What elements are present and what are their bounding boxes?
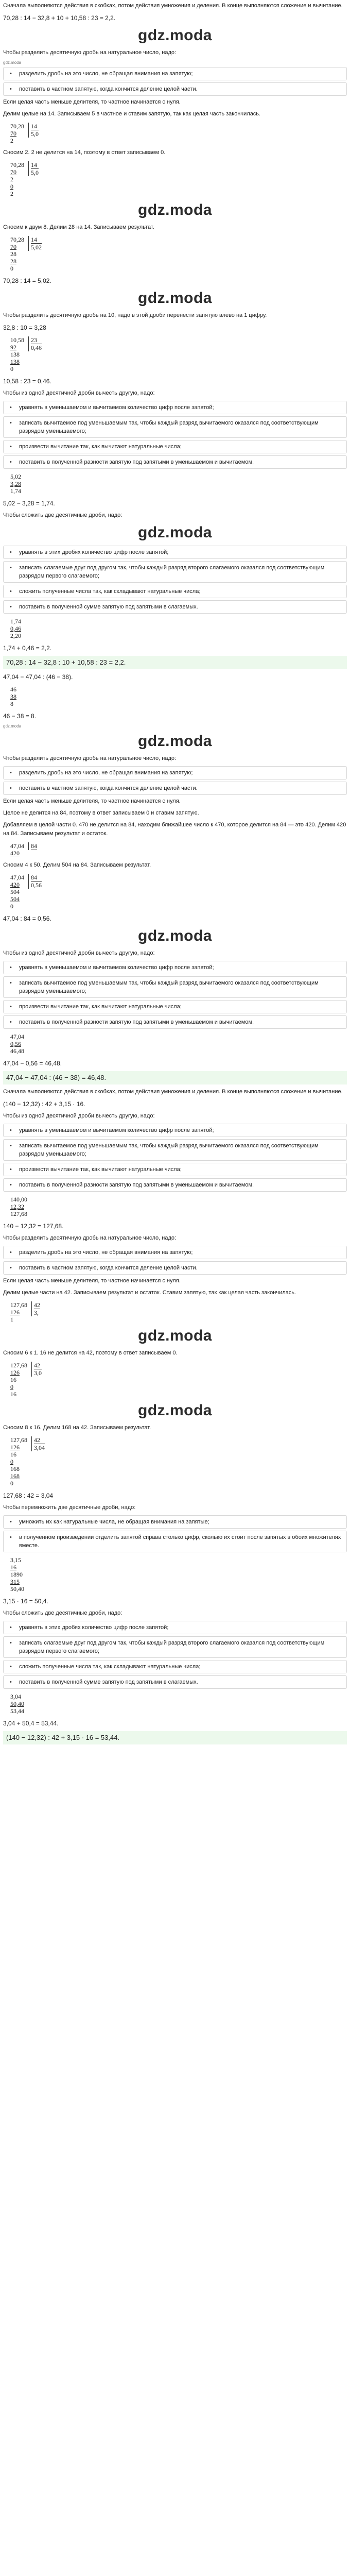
step14-division [10, 1436, 347, 1487]
step9-result: 47,04 : 84 = 0,56. [3, 915, 51, 922]
col-line: 70 [10, 168, 16, 176]
expr-3: (140 − 12,32) : 42 + 3,15 · 16. [3, 1100, 85, 1108]
col-line: 8 [10, 700, 13, 707]
step9-text2: Добавляем в целой части 0. 470 не делится на 84, находим ближайшее число к 470, которое делится на 84 — это 420. Делим 420 на 84. Записываем результат и остаток. [3, 822, 346, 837]
rule-add-intro-2: Чтобы сложить две десятичные дроби, надо: [3, 1610, 122, 1616]
col-line: 70,28 [10, 123, 24, 130]
col-line: 1,74 [10, 487, 21, 495]
col-line: 315 [10, 1578, 20, 1585]
step14-text: Сносим 8 к 16. Делим 168 на 42. Записываем результат. [3, 1425, 151, 1431]
col-line: 5,02 [10, 473, 21, 480]
col-line: 50,40 [10, 1700, 24, 1707]
col-line: 10,58 [10, 336, 24, 344]
step1-text2: Делим целые на 14. Записываем 5 в частное и ставим запятую, так как целая часть закончилась. [3, 111, 261, 117]
col-line: 0 [10, 1480, 13, 1487]
col-line: 138 [10, 358, 20, 365]
step12-text2: Делим целые части на 42. Записываем результат и остаток. Ставим запятую, так как целая часть закончилась. [3, 1290, 296, 1296]
divisor-box [28, 336, 42, 351]
step7-result: 1,74 + 0,46 = 2,2. [3, 645, 52, 652]
rule-div-1b: • разделить дробь на это число, не обращая внимания на запятую; [3, 766, 347, 779]
col-line: 504 [10, 888, 20, 895]
watermark: gdz.moda [138, 524, 212, 541]
rule-div-1: • разделить дробь на это число, не обращая внимания на запятую; [3, 67, 347, 80]
quotient: 5,0 [31, 169, 39, 176]
col-line: 126 [10, 1309, 20, 1316]
col-line: 3,04 [10, 1693, 21, 1700]
step10-result: 47,04 − 0,56 = 46,48. [3, 1060, 62, 1067]
step12-text: Если целая часть меньше делителя, то частное начинается с нуля. [3, 1278, 181, 1284]
col-line: 2 [10, 190, 13, 197]
step15-result: 3,15 · 16 = 50,4. [3, 1598, 48, 1605]
divisor: 42 [34, 1436, 45, 1444]
col-line: 140,00 [10, 1196, 27, 1203]
small-mark: gdz.moda [3, 724, 22, 728]
col-line: 0 [10, 265, 13, 272]
step6-subtraction [10, 473, 347, 495]
rule-sub-intro: Чтобы из одной десятичной дроби вычесть другую, надо: [3, 390, 155, 396]
rule-sub-intro-2: Чтобы из одной десятичной дроби вычесть другую, надо: [3, 950, 155, 956]
step2-division [10, 161, 347, 197]
col-line: 46,48 [10, 1047, 24, 1055]
col-line: 0 [10, 1458, 13, 1465]
main-expression: 70,28 : 14 − 32,8 + 10 + 10,58 : 23 = 2,2. [3, 14, 116, 22]
watermark: gdz.moda [138, 927, 212, 944]
col-line: 3,28 [10, 480, 21, 487]
col-line: 1890 [10, 1571, 23, 1578]
step11-subtraction [10, 1196, 347, 1217]
step2-text: Сносим 2. 2 не делится на 14, поэтому в ответ записываем 0. [3, 149, 166, 156]
divisor-box [31, 1301, 40, 1316]
divisor-box [28, 874, 42, 889]
col-line: 1,74 [10, 618, 21, 625]
quotient: 3,04 [34, 1444, 45, 1451]
rule-div-2b: • поставить в частном запятую, когда кончится деление целой части. [3, 782, 347, 795]
col-line: 70,28 [10, 161, 24, 168]
col-line: 0 [10, 1383, 13, 1391]
step1-text: Если целая часть меньше делителя, то частное начинается с нуля. [3, 99, 181, 105]
watermark: gdz.moda [138, 290, 212, 307]
rule-sub-3: • произвести вычитание так, как вычитают натуральные числа; [3, 440, 347, 453]
col-line: 70,28 [10, 236, 24, 243]
rule-sub-intro-3: Чтобы из одной десятичной дроби вычесть другую, надо: [3, 1113, 155, 1119]
rule-add-2: • записать слагаемые друг под другом так, чтобы каждый разряд второго слагаемого оказался под соответствующим разрядом первого слагаемого; [3, 561, 347, 583]
rule-sub-1: • уравнять в уменьшаемом и вычитаемом количество цифр после запятой; [3, 401, 347, 414]
col-line: 127,68 [10, 1436, 27, 1444]
step5-result: 10,58 : 23 = 0,46. [3, 378, 51, 385]
rule-sub-4b: • поставить в полученной разности запятую под запятыми в уменьшаемом и вычитаемом. [3, 1015, 347, 1029]
rule-add-3b: • сложить полученные числа так, как складывают натуральные числа; [3, 1660, 347, 1673]
col-line: 127,68 [10, 1362, 27, 1369]
divisor: 14 [31, 236, 42, 244]
watermark: gdz.moda [138, 1402, 212, 1419]
quotient: 5,02 [31, 244, 42, 251]
quotient: 0,46 [31, 344, 42, 351]
col-line: 420 [10, 850, 20, 857]
rule-add-4b: • поставить в полученной сумме запятую под запятыми в слагаемых. [3, 1675, 347, 1689]
rule-add-2b: • записать слагаемые друг под другом так, чтобы каждый разряд второго слагаемого оказался под соответствующим разрядом первого слагаемого; [3, 1636, 347, 1658]
step7-addition [10, 618, 347, 639]
rule-div-intro: Чтобы разделить десятичную дробь на натуральное число, надо: [3, 49, 177, 56]
col-line: 70 [10, 130, 16, 137]
col-line: 16 [10, 1376, 16, 1383]
col-line: 12,32 [10, 1203, 24, 1210]
step4-text: Чтобы разделить десятичную дробь на 10, надо в этой дроби перенести запятую влево на 1 цифру. [3, 312, 267, 318]
divisor: 14 [31, 123, 39, 130]
step8-subtraction [10, 686, 347, 707]
step12-division [10, 1301, 347, 1323]
rule-div-intro-3: Чтобы разделить десятичную дробь на натуральное число, надо: [3, 1235, 177, 1241]
quotient: 0,56 [31, 882, 42, 889]
divisor-box [28, 842, 37, 850]
col-line: 420 [10, 881, 20, 888]
col-line: 16 [10, 1451, 16, 1458]
divisor-box [31, 1436, 45, 1451]
divisor-box [28, 236, 42, 251]
rule-sub-4: • поставить в полученной разности запятую под запятыми в уменьшаемом и вычитаемом. [3, 455, 347, 469]
step15-multiplication [10, 1556, 347, 1592]
step5-division [10, 336, 347, 372]
col-line: 127,68 [10, 1210, 27, 1217]
col-line: 2,20 [10, 632, 21, 639]
col-line: 0,46 [10, 625, 21, 632]
divisor: 14 [31, 161, 39, 169]
col-line: 38 [10, 693, 16, 700]
step13-text: Сносим 6 к 1. 16 не делится на 42, поэтому в ответ записываем 0. [3, 1350, 178, 1356]
col-line: 16 [10, 1564, 16, 1571]
step16-addition [10, 1693, 347, 1715]
quotient: 5,0 [31, 130, 39, 138]
divisor-box [31, 1362, 42, 1377]
col-line: 92 [10, 344, 16, 351]
rule-mul-1: • умножить их как натуральные числа, не обращая внимания на запятые; [3, 1515, 347, 1529]
step9-text3: Сносим 4 к 50. Делим 504 на 84. Записываем результат. [3, 862, 151, 868]
col-line: 2 [10, 176, 13, 183]
rule-div-1c: • разделить дробь на это число, не обращая внимания на запятую; [3, 1246, 347, 1259]
divisor: 23 [31, 336, 42, 344]
col-line: 53,44 [10, 1707, 24, 1715]
rule-add-4: • поставить в полученной сумме запятую под запятыми в слагаемых. [3, 600, 347, 614]
divisor: 42 [34, 1301, 40, 1309]
answer-3: (140 − 12,32) : 42 + 3,15 · 16 = 53,44. [3, 1731, 347, 1744]
col-line: 28 [10, 250, 16, 258]
col-line: 28 [10, 258, 16, 265]
rule-sub-4c: • поставить в полученной разности запятую под запятыми в уменьшаемом и вычитаемом. [3, 1178, 347, 1192]
col-line: 47,04 [10, 874, 24, 881]
quotient: 3, [34, 1309, 39, 1316]
col-line: 0 [10, 365, 13, 372]
answer-1: 70,28 : 14 − 32,8 : 10 + 10,58 : 23 = 2,2. [3, 656, 347, 669]
watermark: gdz.moda [138, 733, 212, 750]
step9-division-a [10, 842, 347, 857]
rule-sub-3b: • произвести вычитание так, как вычитают натуральные числа; [3, 1000, 347, 1013]
rule-add-3: • сложить полученные числа так, как складывают натуральные числа; [3, 585, 347, 598]
divisor-box [28, 123, 39, 138]
col-line: 3,15 [10, 1556, 21, 1564]
col-line: 50,40 [10, 1585, 24, 1592]
col-line: 0 [10, 183, 13, 190]
divisor: 84 [31, 842, 37, 850]
step13-division [10, 1362, 347, 1398]
col-line: 16 [10, 1391, 16, 1398]
rule-sub-1c: • уравнять в уменьшаемом и вычитаемом количество цифр после запятой; [3, 1124, 347, 1137]
quotient: 3,0 [34, 1369, 42, 1377]
step3-result: 70,28 : 14 = 5,02. [3, 277, 51, 284]
col-line: 47,04 [10, 842, 24, 850]
intro-3: Сначала выполняются действия в скобках, потом действия умножения и деления. В конце выполняются сложение и вычитание. [3, 1089, 343, 1095]
col-line: 2 [10, 137, 13, 144]
step11-result: 140 − 12,32 = 127,68. [3, 1223, 64, 1230]
col-line: 70 [10, 243, 16, 250]
rule-sub-2c: • записать вычитаемое под уменьшаемым так, чтобы каждый разряд вычитаемого оказался под соответствующим разрядом уменьшаемого; [3, 1139, 347, 1161]
step9-text-a: Если целая часть меньше делителя, то частное начинается с нуля. [3, 798, 181, 804]
rule-div-2: • поставить в частном запятую, когда кончится деление целой части. [3, 82, 347, 96]
col-line: 138 [10, 351, 20, 358]
answer-2: 47,04 − 47,04 : (46 − 38) = 46,48. [3, 1071, 347, 1084]
col-line: 0 [10, 903, 13, 910]
col-line: 1 [10, 1316, 13, 1323]
step3-division [10, 236, 347, 272]
col-line: 46 [10, 686, 16, 693]
rule-sub-1b: • уравнять в уменьшаемом и вычитаемом количество цифр после запятой; [3, 961, 347, 974]
step3-text: Сносим к двум 8. Делим 28 на 14. Записываем результат. [3, 224, 154, 230]
col-line: 126 [10, 1444, 20, 1451]
col-line: 126 [10, 1369, 20, 1376]
col-line: 168 [10, 1472, 20, 1480]
step16-result: 3,04 + 50,4 = 53,44. [3, 1720, 59, 1727]
step9-division-b [10, 874, 347, 910]
watermark: gdz.moda [138, 1327, 212, 1344]
col-line: 127,68 [10, 1301, 27, 1309]
step1-division [10, 123, 347, 144]
rule-sub-3c: • произвести вычитание так, как вычитают натуральные числа; [3, 1163, 347, 1176]
step8-result: 46 − 38 = 8. [3, 713, 37, 720]
col-line: 0,56 [10, 1040, 21, 1047]
divisor: 84 [31, 874, 42, 882]
rule-mul-2: • в полученном произведении отделить запятой справа столько цифр, сколько их стоит после запятых в обоих множителях вместе. [3, 1531, 347, 1552]
intro-text: Сначала выполняются действия в скобках, потом действия умножения и деления. В конце выполняются сложение и вычитание. [3, 3, 343, 9]
rule-add-1: • уравнять в этих дробях количество цифр после запятой; [3, 546, 347, 559]
divisor: 42 [34, 1362, 42, 1369]
col-line: 504 [10, 895, 20, 903]
rule-sub-2b: • записать вычитаемое под уменьшаемым так, чтобы каждый разряд вычитаемого оказался под соответствующим разрядом уменьшаемого; [3, 976, 347, 998]
step6-result: 5,02 − 3,28 = 1,74. [3, 500, 55, 507]
col-line: 47,04 [10, 1033, 24, 1040]
rule-mul-intro: Чтобы перемножить две десятичные дроби, надо: [3, 1504, 136, 1511]
rule-div-intro-2: Чтобы разделить десятичную дробь на натуральное число, надо: [3, 755, 177, 761]
rule-add-1b: • уравнять в этих дробях количество цифр после запятой; [3, 1621, 347, 1634]
expr-2: 47,04 − 47,04 : (46 − 38). [3, 673, 73, 681]
step14-result: 127,68 : 42 = 3,04 [3, 1492, 54, 1499]
step4-result: 32,8 : 10 = 3,28 [3, 324, 46, 331]
step10-subtraction [10, 1033, 347, 1055]
col-line: 168 [10, 1465, 20, 1472]
rule-add-intro: Чтобы сложить две десятичные дроби, надо: [3, 512, 122, 518]
rule-div-2c: • поставить в частном запятую, когда кончится деление целой части. [3, 1261, 347, 1275]
small-mark: gdz.moda [3, 60, 22, 65]
watermark: gdz.moda [138, 201, 212, 218]
step9-text: Целое не делится на 84, поэтому в ответ записываем 0 и ставим запятую. [3, 810, 199, 816]
watermark: gdz.moda [138, 27, 212, 44]
divisor-box [28, 161, 39, 176]
rule-sub-2: • записать вычитаемое под уменьшаемым так, чтобы каждый разряд вычитаемого оказался под соответствующим разрядом уменьшаемого; [3, 416, 347, 438]
